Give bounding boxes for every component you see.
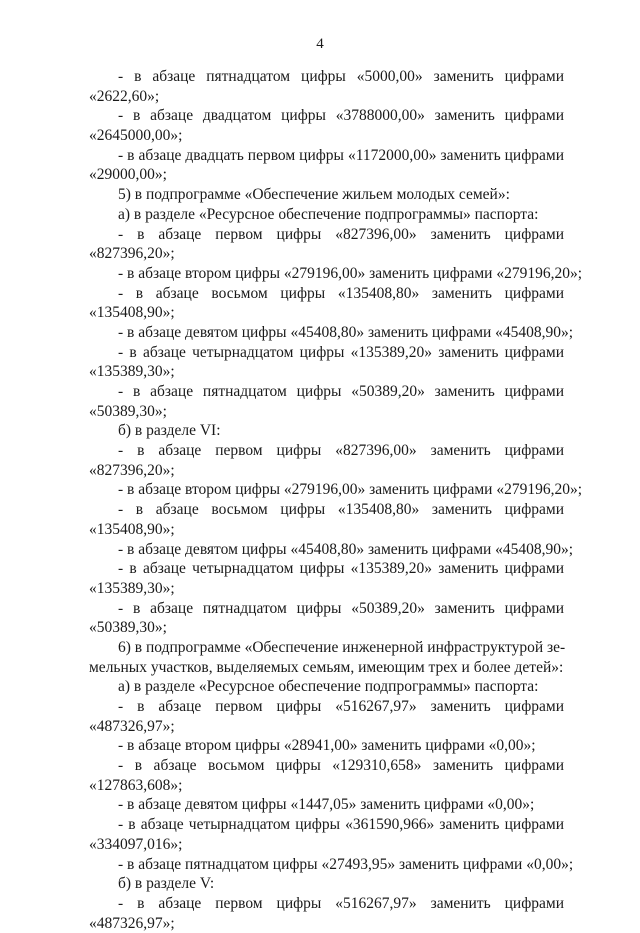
text-line: - в абзаце четырнадцатом цифры «135389,20» заменить цифрами [118,343,564,361]
text-line: - в абзаце восьмом цифры «129310,658» заменить цифрами [118,757,564,775]
text-line: а) в разделе «Ресурсное обеспечение подпрограммы» паспорта: [118,205,539,223]
text-line: - в абзаце двадцать первом цифры «1172000,00» заменить цифрами [118,146,564,164]
text-line: «827396,20»; [89,461,175,479]
text-line: «334097,016»; [89,835,183,853]
text-line: а) в разделе «Ресурсное обеспечение подпрограммы» паспорта: [118,678,539,696]
text-line: «2622,60»; [89,87,160,105]
text-line: б) в разделе VI: [118,422,221,440]
text-line: - в абзаце девятом цифры «45408,80» заменить цифрами «45408,90»; [118,540,574,558]
text-line: - в абзаце восьмом цифры «135408,80» заменить цифрами [118,284,564,302]
text-line: - в абзаце пятнадцатом цифры «50389,20» заменить цифрами [118,383,564,400]
text-line: 6) в подпрограмме «Обеспечение инженерной инфраструктурой зе- [118,638,566,656]
text-line: «827396,20»; [89,245,175,263]
text-line: «135389,30»; [89,579,175,597]
text-line: «50389,30»; [89,619,167,637]
text-line: - в абзаце первом цифры «827396,00» заменить цифрами [118,442,564,460]
text-line: «127863,608»; [89,776,183,794]
text-line: - в абзаце двадцатом цифры «3788000,00» заменить цифрами [118,107,564,125]
text-line: «29000,00»; [89,166,167,184]
text-line: мельных участков, выделяемых семьям, имеющим трех и более детей»: [89,658,564,676]
document-body [89,67,583,933]
text-line: - в абзаце втором цифры «28941,00» заменить цифрами «0,00»; [118,737,536,755]
text-line: «487326,97»; [89,717,175,735]
text-line: «135389,30»; [89,363,175,381]
text-line: - в абзаце пятнадцатом цифры «5000,00» заменить цифрами [118,68,564,85]
text-line: - в абзаце четырнадцатом цифры «361590,966» заменить цифрами [118,816,564,834]
text-line: «135408,90»; [89,520,175,538]
text-line: - в абзаце четырнадцатом цифры «135389,20» заменить цифрами [118,560,564,578]
text-line: «135408,90»; [89,304,175,322]
text-line: - в абзаце первом цифры «827396,00» заменить цифрами [118,225,564,243]
text-line: - в абзаце втором цифры «279196,00» заменить цифрами «279196,20»; [118,264,583,282]
text-line: - в абзаце девятом цифры «45408,80» заменить цифрами «45408,90»; [118,323,574,341]
text-line: б) в разделе V: [118,875,215,893]
page-number: 4 [316,36,324,52]
text-line: - в абзаце втором цифры «279196,00» заменить цифрами «279196,20»; [118,481,583,499]
text-line: - в абзаце первом цифры «516267,97» заменить цифрами [118,894,564,912]
text-line: 5) в подпрограмме «Обеспечение жильем молодых семей»: [118,186,510,204]
text-line: «487326,97»; [89,914,175,932]
text-line: - в абзаце пятнадцатом цифры «27493,95» заменить цифрами «0,00»; [118,855,574,873]
text-line: «2645000,00»; [89,127,183,145]
text-line: «50389,30»; [89,402,167,420]
text-line: - в абзаце первом цифры «516267,97» заменить цифрами [118,698,564,715]
text-line: - в абзаце пятнадцатом цифры «50389,20» заменить цифрами [118,599,564,617]
text-line: - в абзаце восьмом цифры «135408,80» заменить цифрами [118,501,564,519]
text-line: - в абзаце девятом цифры «1447,05» заменить цифрами «0,00»; [118,796,535,814]
